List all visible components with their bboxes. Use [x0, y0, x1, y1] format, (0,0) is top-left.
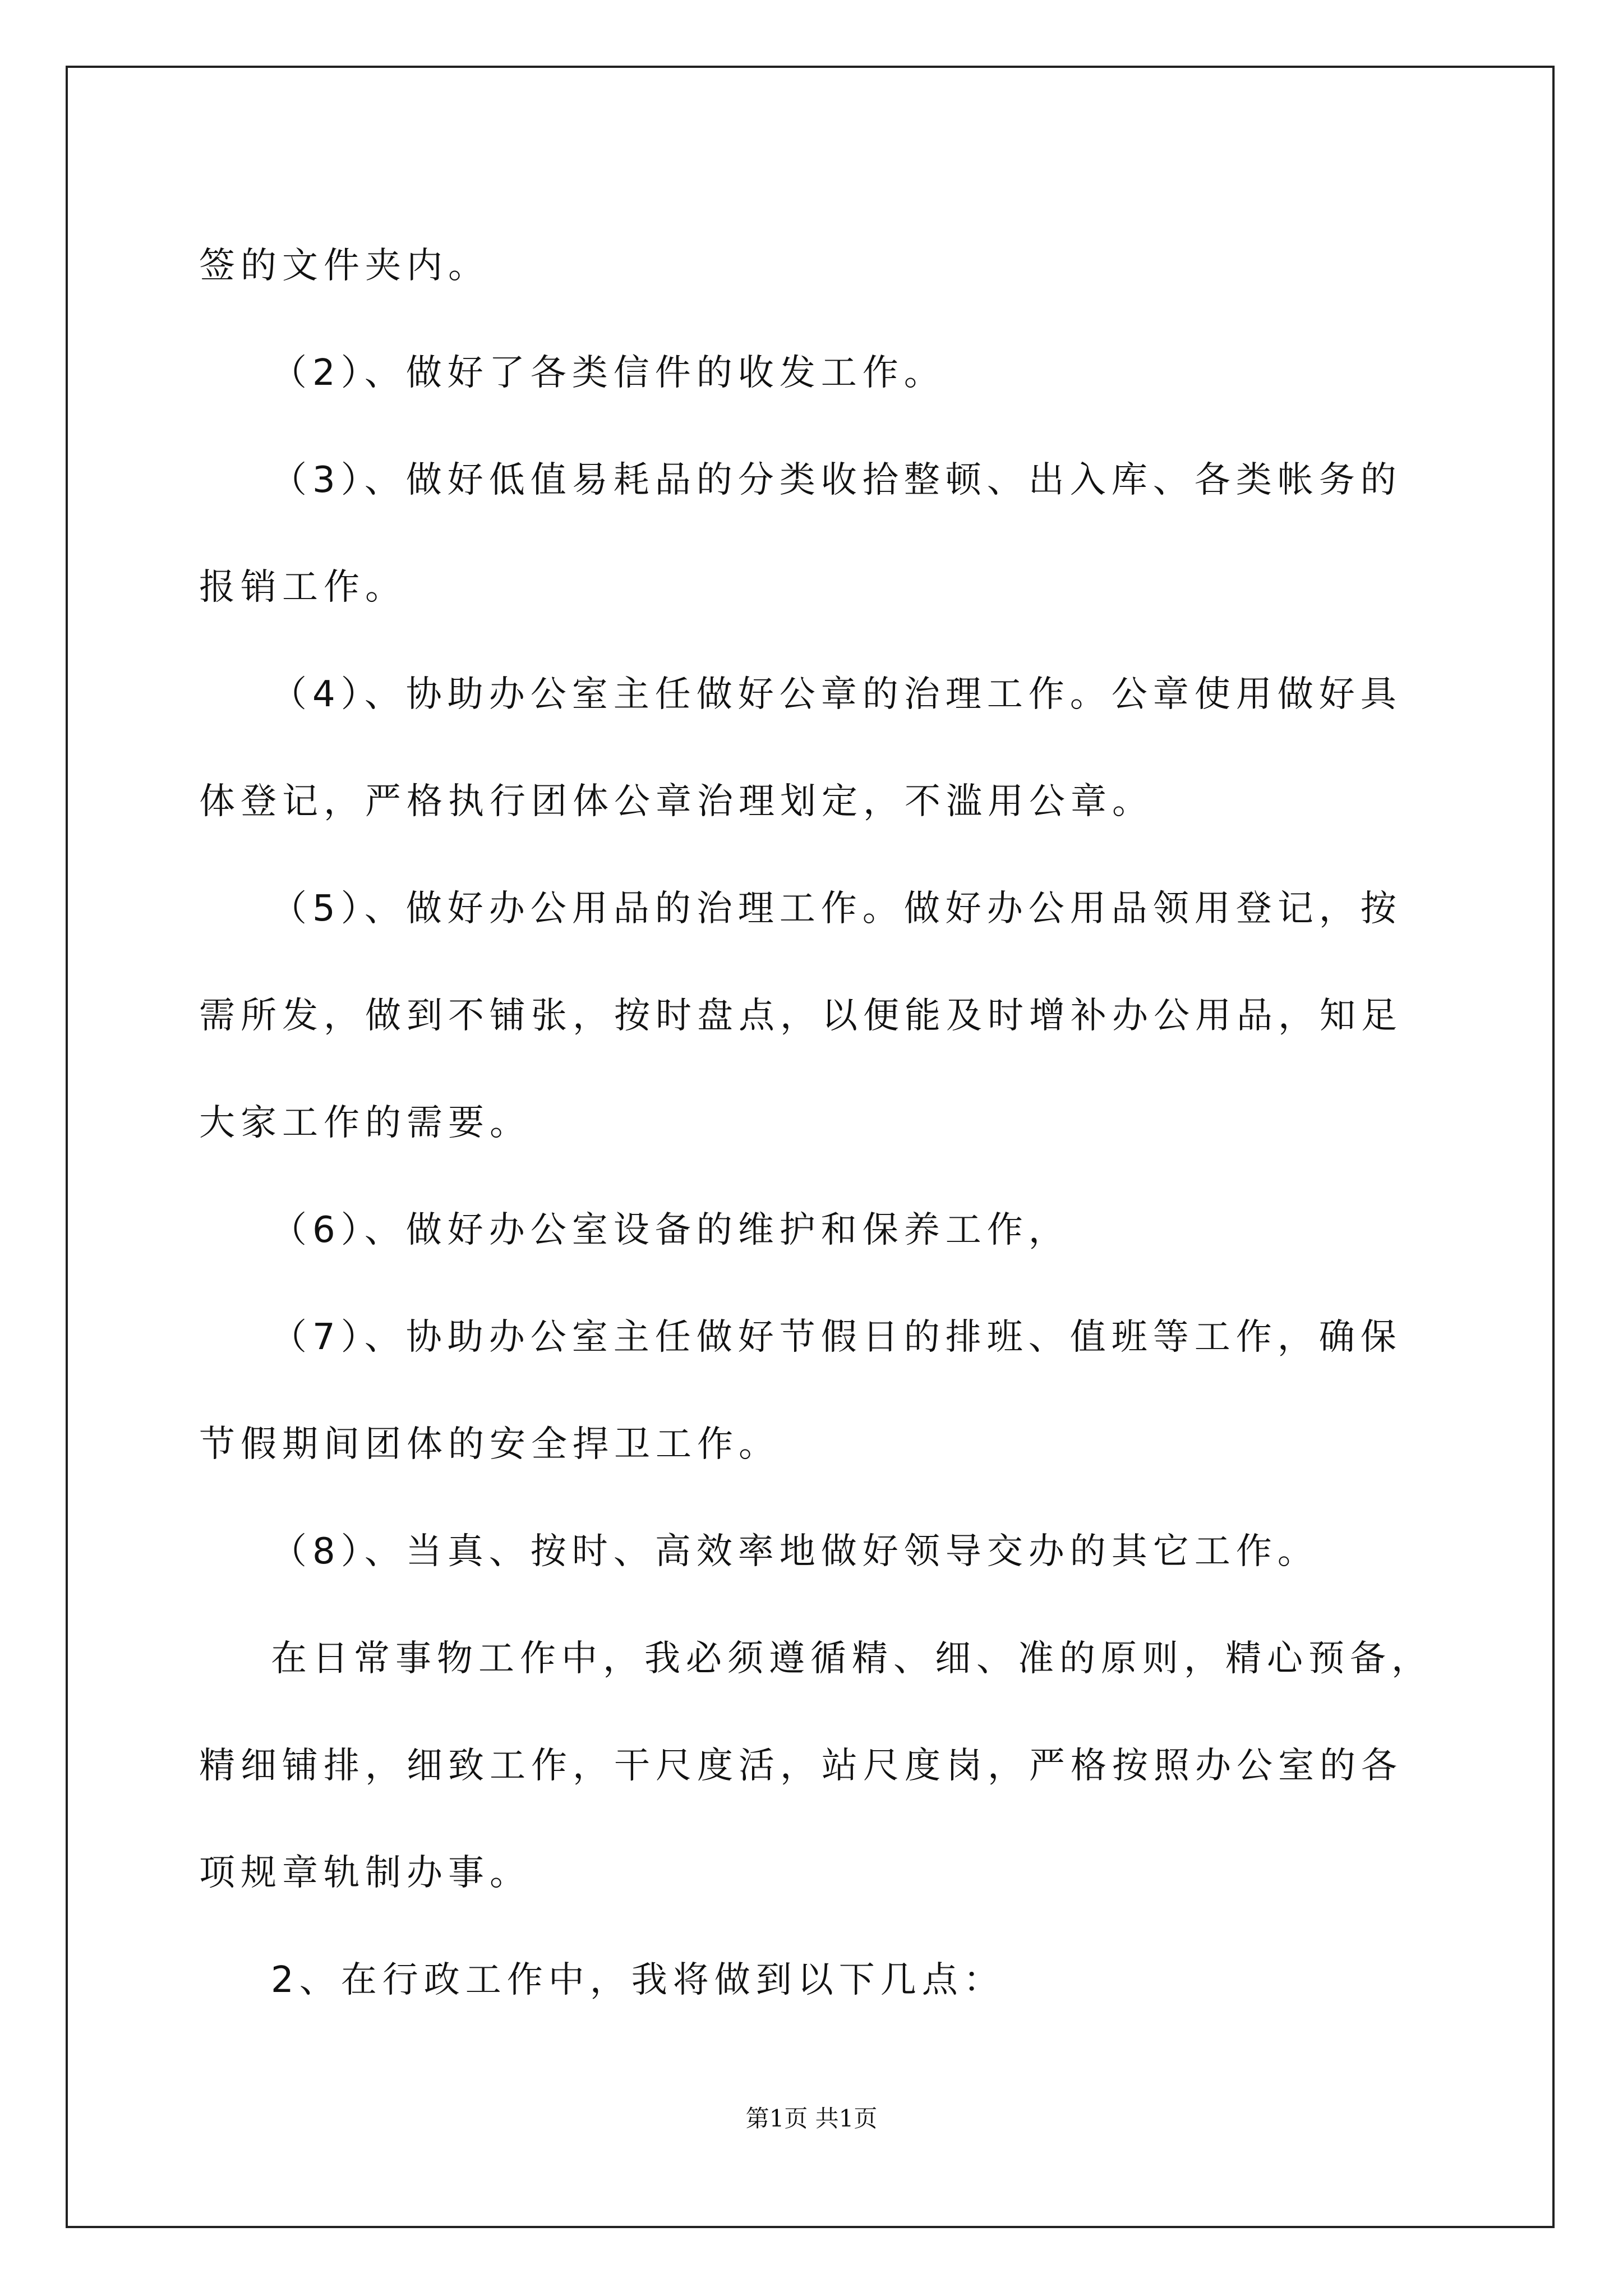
- paragraph-admin-heading: 2、在行政工作中，我将做到以下几点：: [271, 1959, 1005, 2001]
- paragraph-continuation: 签的文件夹内。: [199, 245, 490, 287]
- document-body: [199, 213, 1433, 2034]
- paragraph-daily-work: 在日常事物工作中，我必须遵循精、细、准的原则，精心预备，精细铺排，细致工作，干尺度活，站尺度岗，严格按照办公室的各项规章轨制办事。: [199, 1638, 1433, 1894]
- paragraph-item-8: （8）、当真、按时、高效率地做好领导交办的其它工作。: [271, 1531, 1319, 1572]
- page-number: 第1页 共1页: [745, 2105, 878, 2132]
- paragraph-item-3: （3）、做好低值易耗品的分类收拾整顿、出入库、各类帐务的报销工作。: [199, 459, 1402, 608]
- paragraph-item-6: （6）、做好办公室设备的维护和保养工作，: [271, 1209, 1070, 1251]
- paragraph-item-4: （4）、协助办公室主任做好公章的治理工作。公章使用做好具体登记，严格执行团体公章治理划定，不滥用公章。: [199, 674, 1402, 822]
- paragraph-item-5: （5）、做好办公用品的治理工作。做好办公用品领用登记，按需所发，做到不铺张，按时盘点，以便能及时增补办公用品，知足大家工作的需要。: [199, 888, 1403, 1144]
- paragraph-item-7: （7）、协助办公室主任做好节假日的排班、值班等工作，确保节假期间团体的安全捍卫工作。: [199, 1317, 1402, 1465]
- paragraph-item-2: （2）、做好了各类信件的收发工作。: [271, 352, 946, 394]
